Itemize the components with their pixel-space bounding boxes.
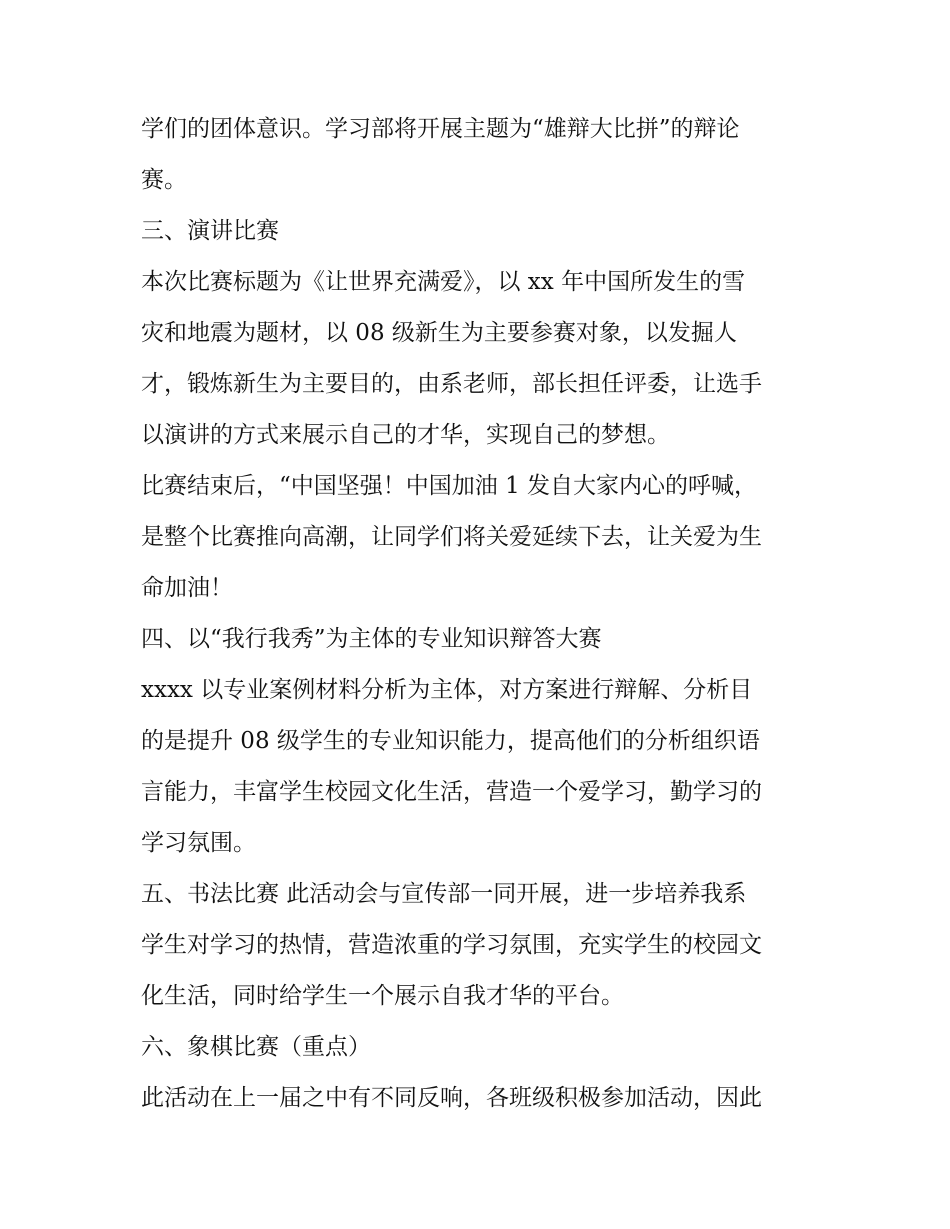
text-line: 比赛结束后，“中国坚强！中国加油 1 发自大家内心的呼喊， [141, 473, 758, 499]
text-line: 以演讲的方式来展示自己的才华，实现自己的梦想。 [141, 422, 670, 448]
text-line: 的是提升 08 级学生的专业知识能力，提高他们的分析组织语 [141, 728, 760, 754]
text-line: 是整个比赛推向高潮，让同学们将关爱延续下去，让关爱为生 [141, 524, 762, 550]
text-line: 本次比赛标题为《让世界充满爱》，以 xx 年中国所发生的雪 [141, 269, 746, 295]
text-line: xxxx 以专业案例材料分析为主体，对方案进行辩解、分析目 [141, 677, 753, 703]
text-line: 灾和地震为题材，以 08 级新生为主要参赛对象，以发掘人 [141, 320, 737, 346]
text-line: 学生对学习的热情，营造浓重的学习氛围，充实学生的校园文 [141, 932, 762, 958]
text-line: 才，锻炼新生为主要目的，由系老师，部长担任评委，让选手 [141, 371, 762, 397]
text-line: 此活动在上一届之中有不同反响，各班级积极参加活动，因此 [141, 1085, 762, 1111]
text-line: 命加油！ [141, 575, 233, 601]
document-body [141, 104, 821, 1124]
text-line: 学们的团体意识。学习部将开展主题为“雄辩大比拼”的辩论 [141, 116, 740, 142]
text-line: 言能力，丰富学生校园文化生活，营造一个爱学习，勤学习的 [141, 779, 762, 805]
section-heading: 四、以“我行我秀”为主体的专业知识辩答大赛 [141, 626, 602, 652]
section-heading: 六、象棋比赛（重点） [141, 1034, 371, 1060]
text-line: 化生活，同时给学生一个展示自我才华的平台。 [141, 983, 624, 1009]
text-line: 赛。 [141, 167, 187, 193]
section-heading: 三、演讲比赛 [141, 218, 279, 244]
text-line: 学习氛围。 [141, 830, 256, 856]
section-heading: 五、书法比赛 此活动会与宣传部一同开展，进一步培养我系 [141, 881, 747, 907]
